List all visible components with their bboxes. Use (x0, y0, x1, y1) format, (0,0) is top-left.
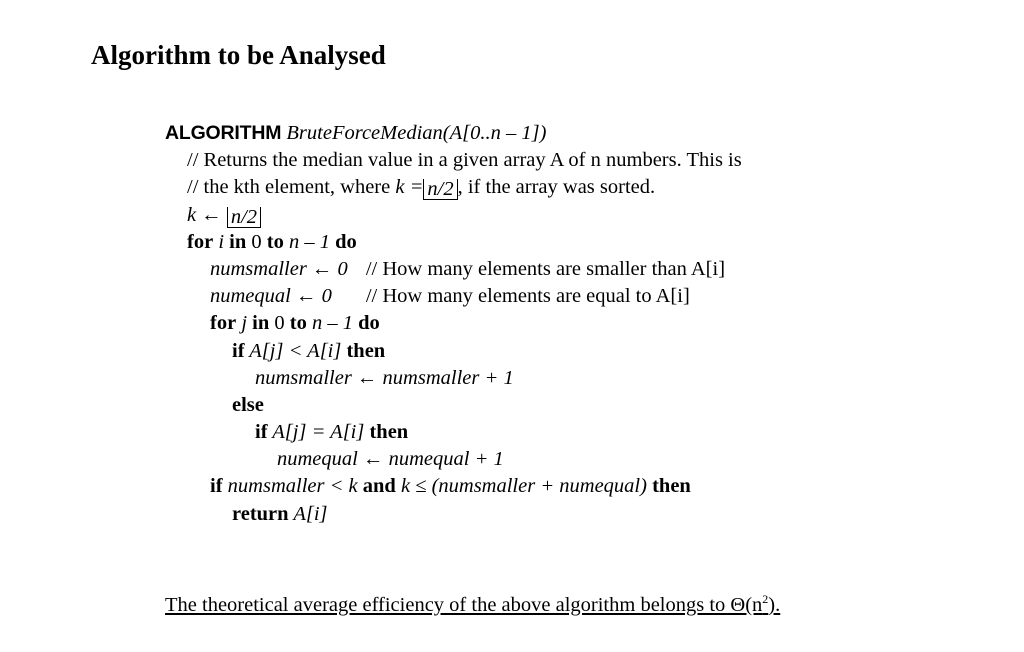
numequal-comment: // How many elements are equal to A[i] (365, 285, 690, 308)
outer-for-loop: for i in 0 to n – 1 do (187, 230, 357, 253)
increment-equal: numequal ← numequal + 1 (277, 448, 504, 471)
floor-expression: n/2 (227, 207, 261, 228)
if-equal-statement: if A[j] = A[i] then (255, 421, 409, 444)
numequal-init: numequal ← 0 // How many elements are equal to A[i] (210, 285, 690, 308)
algorithm-name: BruteForceMedian (286, 122, 443, 144)
increment-smaller: numsmaller ← numsmaller + 1 (255, 366, 514, 389)
algorithm-params: (A[0..n – 1]) (442, 122, 547, 144)
numsmaller-init: numsmaller ← 0 // How many elements are smaller than A[i] (210, 257, 726, 280)
numsmaller-comment: // How many elements are smaller than A[i] (365, 257, 726, 280)
inner-for-loop: for j in 0 to n – 1 do (210, 312, 380, 335)
pseudocode-block (165, 120, 742, 528)
else-statement: else (232, 393, 264, 416)
page-title: Algorithm to be Analysed (91, 40, 386, 70)
algorithm-keyword: ALGORITHM (165, 122, 282, 144)
return-statement: return A[i] (232, 502, 328, 525)
floor-expression: n/2 (423, 179, 457, 200)
comment-line-2: // the kth element, where k = n/2 , if the array was sorted. (187, 176, 656, 201)
comment-line-1: // Returns the median value in a given array A of n numbers. This is (187, 149, 742, 172)
efficiency-conclusion: The theoretical average efficiency of the above algorithm belongs to $\Theta(n^2)$. (165, 592, 781, 616)
if-less-statement: if A[j] < A[i] then (232, 339, 386, 362)
algorithm-header (165, 120, 742, 147)
if-median-statement: if numsmaller < k and k ≤ (numsmaller + numequal) then (210, 475, 691, 498)
k-assignment: k ← n/2 (165, 202, 742, 229)
